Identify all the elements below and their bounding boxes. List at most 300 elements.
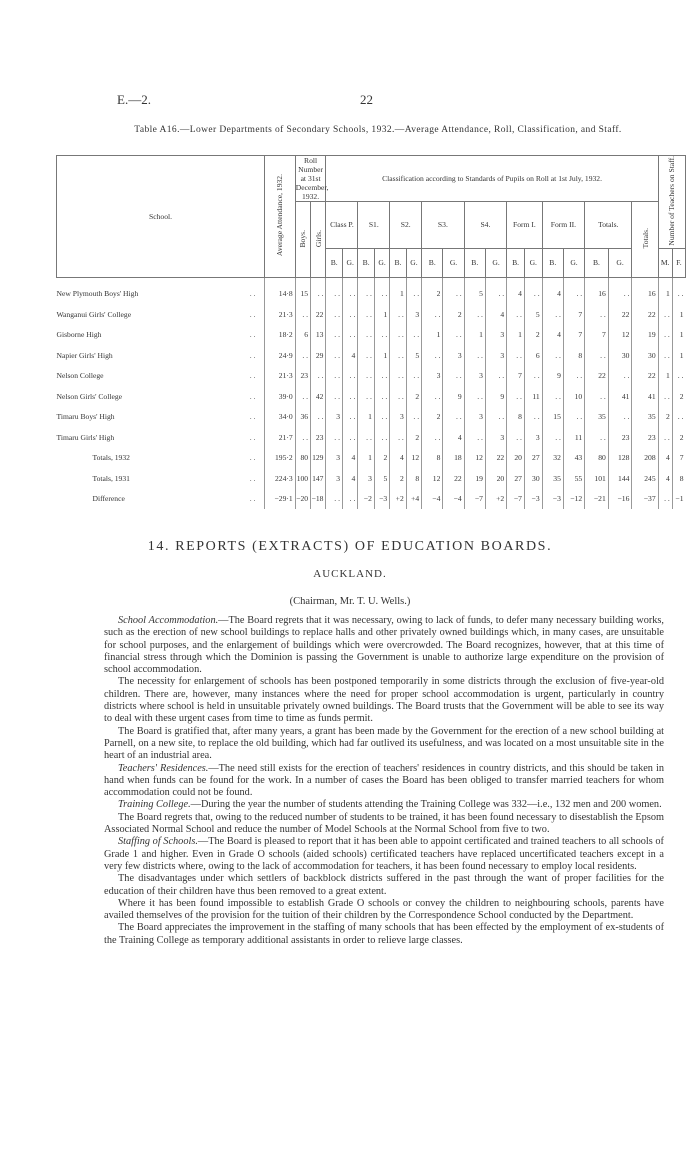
classification-cell: 5 xyxy=(524,304,542,325)
classification-cell: 11 xyxy=(563,427,584,448)
classification-cell: 15 xyxy=(542,407,563,428)
total-cell: −37 xyxy=(632,489,658,510)
paragraph-heading: School Accommodation. xyxy=(118,615,219,626)
classification-cell: 4 xyxy=(342,345,357,366)
table-title: Table A16.—Lower Departments of Secondary Schools, 1932.—Average Attendance, Roll, Classification, and Staff. xyxy=(134,125,622,135)
classification-cell: 27 xyxy=(524,448,542,469)
classification-cell: 2 xyxy=(443,304,464,325)
page-number: 22 xyxy=(360,92,373,107)
classification-cell: . . xyxy=(390,325,407,346)
classification-cell: 55 xyxy=(563,468,584,489)
teachers-male: 4 xyxy=(658,468,672,489)
report-paragraph xyxy=(104,615,664,676)
classification-cell: 9 xyxy=(443,386,464,407)
classification-cell: . . xyxy=(585,386,609,407)
classification-cell: 8 xyxy=(422,448,443,469)
classification-cell: 3 xyxy=(326,407,343,428)
classification-cell: −2 xyxy=(358,489,375,510)
classification-cell: 22 xyxy=(443,468,464,489)
header-g: G. xyxy=(563,248,584,277)
classification-cell: 7 xyxy=(507,366,525,387)
header-form-1: Form I. xyxy=(507,202,542,249)
header-girls: Girls. xyxy=(311,202,326,278)
classification-cell: . . xyxy=(608,407,632,428)
paragraph-text: The Board regrets that, owing to the reduced number of students to be trained, it has been found necessary to disestablish the Epsom Associated Normal School and reduce the number of Model Schools at the Normal School from five to two. xyxy=(104,811,664,836)
classification-cell: 3 xyxy=(326,448,343,469)
classification-cell: 3 xyxy=(390,407,407,428)
paragraph-text: —The need still exists for the erection of teachers' residences in country districts, and this should be taken in hand when funds can be found for the work. In a number of cases the Board has been obliged to transfer married teachers for whom accommodation could not be found. xyxy=(104,762,664,799)
header-teachers: Number of Teachers on Staff. xyxy=(658,156,685,249)
roll-boys: . . xyxy=(295,304,310,325)
header-s4: S4. xyxy=(464,202,507,249)
classification-cell: . . xyxy=(443,407,464,428)
classification-cell: . . xyxy=(542,304,563,325)
classification-cell: 128 xyxy=(608,448,632,469)
header-b: B. xyxy=(358,248,375,277)
classification-cell: −7 xyxy=(464,489,485,510)
classification-cell: 30 xyxy=(524,468,542,489)
header-b: B. xyxy=(422,248,443,277)
classification-cell: . . xyxy=(542,427,563,448)
classification-cell: . . xyxy=(374,407,389,428)
classification-cell: 18 xyxy=(443,448,464,469)
average-attendance: 21·3 xyxy=(265,366,296,387)
classification-cell: . . xyxy=(326,345,343,366)
header-b: B. xyxy=(542,248,563,277)
classification-cell: 5 xyxy=(406,345,421,366)
classification-cell: 4 xyxy=(390,448,407,469)
section-subtitle: AUCKLAND. xyxy=(313,568,387,580)
classification-cell: . . xyxy=(342,386,357,407)
table-row xyxy=(57,325,686,346)
leader-dots: . . xyxy=(249,330,256,340)
header-roll-number: Roll Number at 31st December, 1932. xyxy=(295,156,329,201)
classification-cell: 1 xyxy=(464,325,485,346)
classification-cell: . . xyxy=(390,366,407,387)
classification-cell: . . xyxy=(485,277,506,304)
roll-girls: . . xyxy=(311,277,326,304)
classification-cell: . . xyxy=(326,277,343,304)
school-name: Timaru Boys' High xyxy=(56,412,115,422)
teachers-male: . . xyxy=(658,325,672,346)
classification-cell: 1 xyxy=(507,325,525,346)
teachers-male: . . xyxy=(658,386,672,407)
classification-cell: . . xyxy=(390,386,407,407)
classification-cell: 3 xyxy=(422,366,443,387)
totals-row xyxy=(57,489,686,510)
classification-cell: . . xyxy=(342,366,357,387)
report-body xyxy=(104,615,664,947)
totals-row xyxy=(57,468,686,489)
classification-cell: . . xyxy=(422,427,443,448)
classification-cell: . . xyxy=(524,366,542,387)
classification-cell: 32 xyxy=(542,448,563,469)
classification-cell: 4 xyxy=(443,427,464,448)
header-average-attendance: Average Attendance, 1932. xyxy=(265,156,296,278)
average-attendance: 34·0 xyxy=(265,407,296,428)
classification-cell: 22 xyxy=(585,366,609,387)
header-s2: S2. xyxy=(390,202,422,249)
classification-cell: −3 xyxy=(542,489,563,510)
classification-cell: −12 xyxy=(563,489,584,510)
paragraph-text: —The Board is pleased to report that it has been able to appoint certificated and trained teachers to all schools of Grade 1 and higher. Even in Grade O schools (aided schools) certificated teachers have replaced uncertificated teachers except in a very few districts where, owing to the lack of accommodation for teachers, it has been found necessary to employ local residents. xyxy=(104,836,664,872)
classification-cell: . . xyxy=(524,277,542,304)
table-row xyxy=(57,386,686,407)
classification-cell: 12 xyxy=(608,325,632,346)
classification-cell: 19 xyxy=(464,468,485,489)
classification-cell: . . xyxy=(374,427,389,448)
average-attendance: −29·1 xyxy=(265,489,296,510)
classification-cell: . . xyxy=(374,325,389,346)
header-totals: Totals. xyxy=(632,202,658,278)
classification-cell: 12 xyxy=(422,468,443,489)
classification-cell: . . xyxy=(406,325,421,346)
header-g: G. xyxy=(443,248,464,277)
classification-cell: . . xyxy=(422,345,443,366)
header-g: G. xyxy=(608,248,632,277)
paragraph-text: Where it has been found impossible to establish Grade O schools or convey the children to neighbouring schools, parents have availed themselves of the provision for the tuition of their children by the Correspondence School conducted by the Department. xyxy=(104,897,664,922)
classification-cell: 4 xyxy=(507,277,525,304)
total-cell: 30 xyxy=(632,345,658,366)
report-paragraph xyxy=(104,873,664,898)
classification-cell: . . xyxy=(464,345,485,366)
classification-cell: . . xyxy=(422,386,443,407)
classification-cell: 2 xyxy=(524,325,542,346)
classification-cell: . . xyxy=(358,304,375,325)
classification-cell: −3 xyxy=(374,489,389,510)
teachers-female: −1 xyxy=(672,489,685,510)
header-class-p: Class P. xyxy=(326,202,358,249)
report-paragraph xyxy=(104,836,664,873)
classification-cell: 10 xyxy=(563,386,584,407)
teachers-male: . . xyxy=(658,304,672,325)
roll-boys: . . xyxy=(295,386,310,407)
classification-cell: . . xyxy=(390,304,407,325)
average-attendance: 18·2 xyxy=(265,325,296,346)
classification-cell: 20 xyxy=(485,468,506,489)
classification-cell: −21 xyxy=(585,489,609,510)
classification-cell: 2 xyxy=(422,277,443,304)
total-cell: 208 xyxy=(632,448,658,469)
header-m: M. xyxy=(658,248,672,277)
teachers-male: 2 xyxy=(658,407,672,428)
teachers-female: 1 xyxy=(672,325,685,346)
table-row xyxy=(57,304,686,325)
classification-cell: . . xyxy=(443,366,464,387)
header-f: F. xyxy=(672,248,685,277)
classification-cell: . . xyxy=(326,325,343,346)
header-g: G. xyxy=(374,248,389,277)
roll-boys: . . xyxy=(295,345,310,366)
classification-cell: 3 xyxy=(406,304,421,325)
classification-cell: 2 xyxy=(374,448,389,469)
classification-cell: 12 xyxy=(406,448,421,469)
roll-girls: 42 xyxy=(311,386,326,407)
classification-cell: . . xyxy=(358,366,375,387)
classification-cell: 7 xyxy=(585,325,609,346)
roll-girls: 29 xyxy=(311,345,326,366)
header-g: G. xyxy=(524,248,542,277)
total-cell: 22 xyxy=(632,304,658,325)
classification-cell: 2 xyxy=(390,468,407,489)
header-b: B. xyxy=(390,248,407,277)
paragraph-heading: Teachers' Residences. xyxy=(118,762,209,774)
total-cell: 245 xyxy=(632,468,658,489)
classification-cell: 35 xyxy=(542,468,563,489)
paragraph-text: The necessity for enlargement of schools has been postponed temporarily in some districts through the exclusion of five-year-old children. There are, however, many instances where the need for proper school accommodation is urgent, particularly in country districts where school is held in unsuitable privately owned buildings. The Board trusts that the Government will be able to see its way to deal with these urgent cases from time to time as funds permit. xyxy=(104,676,664,725)
classification-cell: . . xyxy=(342,325,357,346)
report-paragraph xyxy=(104,812,664,837)
teachers-male: . . xyxy=(658,345,672,366)
classification-cell: 3 xyxy=(464,366,485,387)
roll-boys: . . xyxy=(295,427,310,448)
roll-girls: . . xyxy=(311,366,326,387)
teachers-male: 1 xyxy=(658,277,672,304)
classification-cell: . . xyxy=(390,345,407,366)
school-name: Difference xyxy=(92,494,125,504)
total-cell: 19 xyxy=(632,325,658,346)
header-b: B. xyxy=(326,248,343,277)
classification-cell: 1 xyxy=(374,304,389,325)
classification-cell: . . xyxy=(358,386,375,407)
classification-cell: 3 xyxy=(524,427,542,448)
classification-cell: . . xyxy=(342,277,357,304)
total-cell: 35 xyxy=(632,407,658,428)
table-body xyxy=(57,277,686,509)
classification-cell: . . xyxy=(563,407,584,428)
classification-cell: 41 xyxy=(608,386,632,407)
school-name: Totals, 1932 xyxy=(92,453,130,463)
header-school: School. xyxy=(57,156,265,278)
report-paragraph xyxy=(104,763,664,800)
classification-cell: +2 xyxy=(390,489,407,510)
classification-cell: . . xyxy=(326,386,343,407)
classification-cell: . . xyxy=(507,386,525,407)
average-attendance: 14·8 xyxy=(265,277,296,304)
roll-girls: −18 xyxy=(311,489,326,510)
roll-boys: 6 xyxy=(295,325,310,346)
teachers-male: 4 xyxy=(658,448,672,469)
classification-cell: . . xyxy=(342,407,357,428)
classification-cell: −3 xyxy=(524,489,542,510)
leader-dots: . . xyxy=(249,432,256,442)
leader-dots: . . xyxy=(249,371,256,381)
classification-cell: 4 xyxy=(485,304,506,325)
classification-cell: . . xyxy=(358,345,375,366)
teachers-female: 7 xyxy=(672,448,685,469)
chairman-line: (Chairman, Mr. T. U. Wells.) xyxy=(289,596,411,607)
leader-dots: . . xyxy=(249,453,256,463)
roll-boys: 23 xyxy=(295,366,310,387)
total-cell: 23 xyxy=(632,427,658,448)
paragraph-text: The Board is gratified that, after many years, a grant has been made by the Government for the erection of a new school building at Parnell, on a new site, to replace the old building, which had far outlived its usefulness, and was located on a most unsuitable site in the heart of an industrial area. xyxy=(104,725,664,762)
classification-cell: . . xyxy=(608,277,632,304)
classification-cell: . . xyxy=(374,386,389,407)
classification-cell: . . xyxy=(542,345,563,366)
table-row xyxy=(57,407,686,428)
paragraph-text: —During the year the number of students attending the Training College was 332—i.e., 132 men and 200 women. xyxy=(190,799,662,811)
statistics-table xyxy=(56,155,686,509)
roll-boys: 80 xyxy=(295,448,310,469)
classification-cell: 27 xyxy=(507,468,525,489)
leader-dots: . . xyxy=(249,412,256,422)
classification-cell: 4 xyxy=(542,277,563,304)
classification-cell: 22 xyxy=(608,304,632,325)
header-s1: S1. xyxy=(358,202,390,249)
classification-cell: 5 xyxy=(464,277,485,304)
classification-cell: . . xyxy=(406,277,421,304)
totals-row xyxy=(57,448,686,469)
paragraph-heading: Staffing of Schools. xyxy=(118,836,198,848)
classification-cell: 30 xyxy=(608,345,632,366)
classification-cell: 9 xyxy=(542,366,563,387)
classification-cell: . . xyxy=(585,427,609,448)
teachers-male: 1 xyxy=(658,366,672,387)
school-name: Nelson Girls' College xyxy=(56,391,122,401)
classification-cell: 3 xyxy=(443,345,464,366)
roll-girls: . . xyxy=(311,407,326,428)
header-b: B. xyxy=(585,248,609,277)
classification-cell: 16 xyxy=(585,277,609,304)
classification-cell: . . xyxy=(358,427,375,448)
classification-cell: . . xyxy=(443,277,464,304)
classification-cell: 4 xyxy=(342,448,357,469)
average-attendance: 224·3 xyxy=(265,468,296,489)
classification-cell: . . xyxy=(342,489,357,510)
classification-cell: 1 xyxy=(390,277,407,304)
classification-cell: 4 xyxy=(542,325,563,346)
classification-cell: . . xyxy=(485,407,506,428)
classification-cell: 22 xyxy=(485,448,506,469)
teachers-female: . . xyxy=(672,407,685,428)
classification-cell: 9 xyxy=(485,386,506,407)
classification-cell: 2 xyxy=(406,386,421,407)
classification-cell: . . xyxy=(507,345,525,366)
teachers-female: . . xyxy=(672,366,685,387)
classification-cell: 3 xyxy=(358,468,375,489)
classification-cell: 3 xyxy=(464,407,485,428)
classification-cell: . . xyxy=(390,427,407,448)
table-row xyxy=(57,427,686,448)
classification-cell: . . xyxy=(406,366,421,387)
classification-cell: 3 xyxy=(485,427,506,448)
classification-cell: . . xyxy=(464,427,485,448)
classification-cell: . . xyxy=(374,366,389,387)
classification-cell: 6 xyxy=(524,345,542,366)
header-classification: Classification according to Standards of Pupils on Roll at 1st July, 1932. xyxy=(326,156,658,202)
header-g: G. xyxy=(485,248,506,277)
classification-cell: 1 xyxy=(374,345,389,366)
header-g: G. xyxy=(342,248,357,277)
average-attendance: 24·9 xyxy=(265,345,296,366)
section-title: 14. REPORTS (EXTRACTS) OF EDUCATION BOARDS. xyxy=(147,539,553,554)
report-paragraph xyxy=(104,676,664,725)
report-paragraph xyxy=(104,898,664,923)
roll-girls: 22 xyxy=(311,304,326,325)
classification-cell: −4 xyxy=(422,489,443,510)
table-row xyxy=(57,366,686,387)
roll-boys: −20 xyxy=(295,489,310,510)
classification-cell: 23 xyxy=(608,427,632,448)
classification-cell: 144 xyxy=(608,468,632,489)
average-attendance: 39·0 xyxy=(265,386,296,407)
total-cell: 41 xyxy=(632,386,658,407)
roll-girls: 147 xyxy=(311,468,326,489)
roll-boys: 36 xyxy=(295,407,310,428)
classification-cell: . . xyxy=(326,427,343,448)
classification-cell: −16 xyxy=(608,489,632,510)
leader-dots: . . xyxy=(249,494,256,504)
classification-cell: . . xyxy=(507,304,525,325)
report-paragraph xyxy=(104,922,664,947)
page-code: E.—2. xyxy=(117,92,151,107)
classification-cell: 101 xyxy=(585,468,609,489)
classification-cell: 7 xyxy=(563,325,584,346)
classification-cell: +2 xyxy=(485,489,506,510)
classification-cell: . . xyxy=(464,304,485,325)
classification-cell: 3 xyxy=(485,345,506,366)
classification-cell: 8 xyxy=(406,468,421,489)
classification-cell: . . xyxy=(358,325,375,346)
classification-cell: 11 xyxy=(524,386,542,407)
classification-cell: . . xyxy=(464,386,485,407)
teachers-female: 8 xyxy=(672,468,685,489)
paragraph-text: The Board appreciates the improvement in the staffing of many schools that has been effected by the employment of ex-students of the Training College as temporary additional assistants in order to relieve large classes. xyxy=(104,922,664,946)
classification-cell: 3 xyxy=(326,468,343,489)
classification-cell: 1 xyxy=(358,407,375,428)
school-name: Totals, 1931 xyxy=(92,473,130,483)
classification-cell: . . xyxy=(485,366,506,387)
classification-cell: 1 xyxy=(358,448,375,469)
paragraph-heading: Training College. xyxy=(118,799,191,811)
roll-boys: 100 xyxy=(295,468,310,489)
classification-cell: 35 xyxy=(585,407,609,428)
teachers-male: . . xyxy=(658,427,672,448)
classification-cell: 3 xyxy=(485,325,506,346)
classification-cell: . . xyxy=(326,489,343,510)
paragraph-text: —The Board regrets that it was necessary, owing to lack of funds, to defer many necessary building works, such as the erection of new school buildings to replace halls and other privately owned buildings which, in many cases, are unsuitable for school purposes, and the enlargement of buildings which were overcrowded. The Board recognizes, however, that at this time of financial stress through which the Dominion is passing the Government is unable to authorize large expenditure on the provision of school accommodation. xyxy=(104,615,665,676)
classification-cell: 12 xyxy=(464,448,485,469)
leader-dots: . . xyxy=(249,309,256,319)
classification-cell: . . xyxy=(585,345,609,366)
classification-cell: +4 xyxy=(406,489,421,510)
school-name: Timaru Girls' High xyxy=(56,432,115,442)
classification-cell: 2 xyxy=(422,407,443,428)
classification-cell: 8 xyxy=(507,407,525,428)
classification-cell: . . xyxy=(443,325,464,346)
classification-cell: 5 xyxy=(374,468,389,489)
classification-cell: −4 xyxy=(443,489,464,510)
classification-cell: 7 xyxy=(563,304,584,325)
teachers-female: . . xyxy=(672,277,685,304)
classification-cell: . . xyxy=(563,366,584,387)
classification-cell: . . xyxy=(422,304,443,325)
total-cell: 16 xyxy=(632,277,658,304)
average-attendance: 21·3 xyxy=(265,304,296,325)
header-b: B. xyxy=(507,248,525,277)
school-name: New Plymouth Boys' High xyxy=(56,289,139,299)
total-cell: 22 xyxy=(632,366,658,387)
leader-dots: . . xyxy=(249,289,256,299)
teachers-female: 1 xyxy=(672,345,685,366)
teachers-female: 2 xyxy=(672,427,685,448)
classification-cell: 2 xyxy=(406,427,421,448)
classification-cell: 1 xyxy=(422,325,443,346)
classification-cell: . . xyxy=(326,366,343,387)
header-form-2: Form II. xyxy=(542,202,585,249)
average-attendance: 21·7 xyxy=(265,427,296,448)
classification-cell: . . xyxy=(507,427,525,448)
